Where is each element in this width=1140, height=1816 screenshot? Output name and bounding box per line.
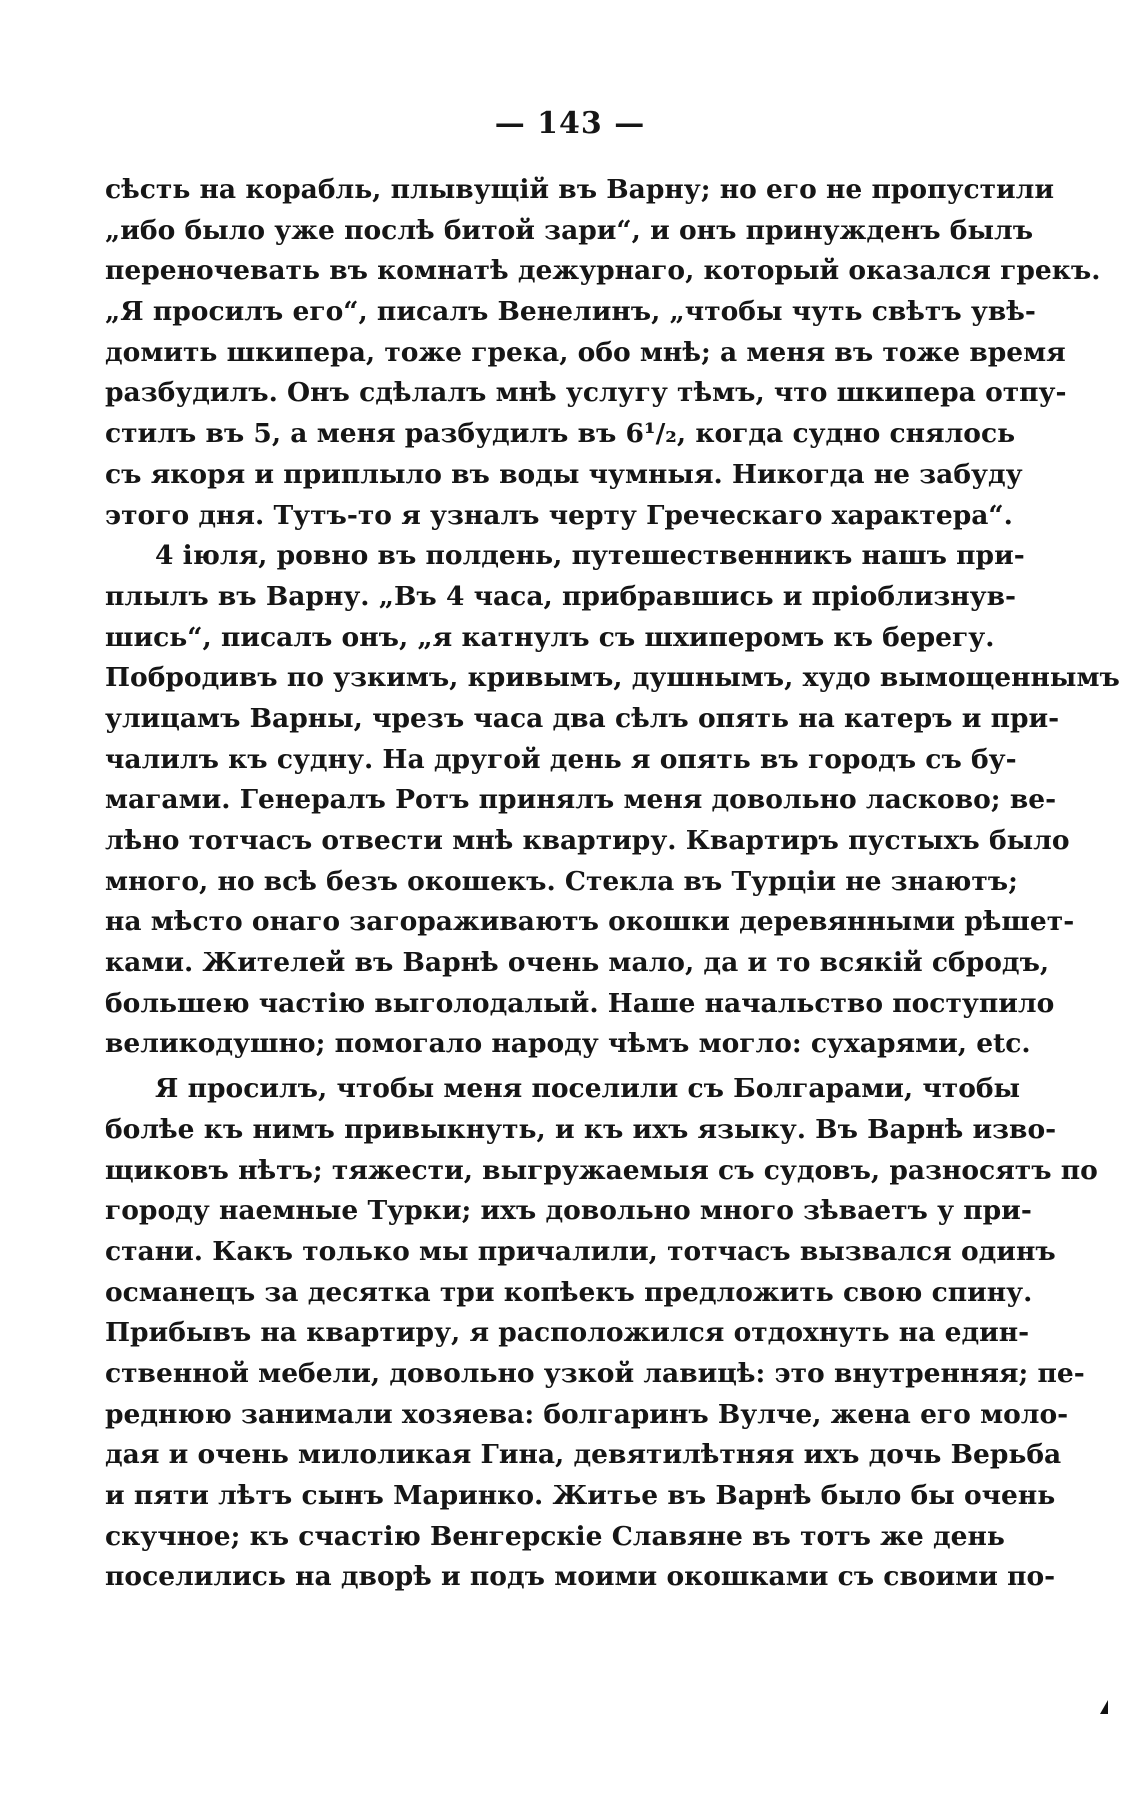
text-line: домить шкипера, тоже грека, обо мнѣ; а меня въ тоже время [105, 336, 1066, 368]
text-line: разбудилъ. Онъ сдѣлалъ мнѣ услугу тѣмъ, что шкипера отпу- [105, 377, 1067, 409]
text-line: скучное; къ счастію Венгерскіе Славяне въ тотъ же день [105, 1520, 1005, 1552]
text-line: ками. Жителей въ Варнѣ очень мало, да и то всякій сбродъ, [105, 947, 1050, 979]
text-line: „ибо было уже послѣ битой зари“, и онъ принужденъ былъ [105, 214, 1034, 246]
text-line: „Я просилъ его“, писалъ Венелинъ, „чтобы чуть свѣтъ увѣ- [105, 296, 1036, 328]
text-line: переночевать въ комнатѣ дежурнаго, который оказался грекъ. [105, 255, 1101, 287]
text-line: 4 іюля, ровно въ полдень, путешественникъ нашъ при- [155, 540, 1025, 572]
text-line: Я просилъ, чтобы меня поселили съ Болгарами, чтобы [155, 1073, 1021, 1105]
text-line: лѣно тотчасъ отвести мнѣ квартиру. Квартиръ пустыхъ было [105, 825, 1070, 856]
text-line: ственной мебели, довольно узкой лавицѣ: это внутренняя; пе- [105, 1357, 1085, 1389]
text-line: много, но всѣ безъ окошекъ. Стекла въ Турціи не знаютъ; [105, 865, 1018, 897]
text-line: стани. Какъ только мы причалили, тотчасъ вызвался одинъ [105, 1235, 1056, 1267]
page-number: — 143 — [494, 106, 646, 141]
text-line: городу наемные Турки; ихъ довольно много зѣваетъ у при- [105, 1195, 1032, 1227]
text-line: дая и очень милоликая Гина, девятилѣтняя ихъ дочь Верьба [105, 1439, 1062, 1471]
text-line: Прибывъ на квартиру, я расположился отдохнуть на един- [105, 1317, 1030, 1349]
text-line: на мѣсто онаго загораживаютъ окошки деревянными рѣшет- [105, 906, 1075, 938]
text-line: османецъ за десятка три копѣекъ предложить свою спину. [105, 1276, 1033, 1308]
text-line: Побродивъ по узкимъ, кривымъ, душнымъ, худо вымощеннымъ [105, 662, 1120, 694]
text-line: великодушно; помогало народу чѣмъ могло: сухарями, etc. [105, 1028, 1031, 1060]
text-line: улицамъ Варны, чрезъ часа два сѣлъ опять на катеръ и при- [105, 702, 1060, 734]
text-line: стилъ въ 5, а меня разбудилъ въ 6¹/₂, когда судно снялось [105, 418, 1016, 450]
text-line: шись“, писалъ онъ, „я катнулъ съ шхиперомъ къ берегу. [105, 621, 995, 653]
body-text [105, 170, 1120, 1598]
text-line: плылъ въ Варну. „Въ 4 часа, прибравшись и пріоблизнув- [105, 580, 1017, 612]
text-line: сѣсть на корабль, плывущій въ Варну; но его не пропустили [105, 174, 1055, 205]
scan-corner-mark [1100, 1700, 1108, 1714]
text-line: большею частію выголодалый. Наше начальство поступило [105, 987, 1055, 1019]
text-line: и пяти лѣтъ сынъ Маринко. Житье въ Варнѣ было бы очень [105, 1480, 1056, 1511]
text-line: реднюю занимали хозяева: болгаринъ Вулче, жена его моло- [105, 1398, 1069, 1430]
text-line: чалилъ къ судну. На другой день я опять въ городъ съ бу- [105, 743, 1017, 775]
text-line: магами. Генералъ Ротъ принялъ меня довольно ласково; ве- [105, 784, 1057, 816]
text-line: поселились на дворѣ и подъ моими окошками съ своими по- [105, 1561, 1056, 1593]
text-line: этого дня. Тутъ-то я узналъ черту Греческаго характера“. [105, 499, 1013, 531]
text-line: щиковъ нѣтъ; тяжести, выгружаемыя съ судовъ, разносятъ по [105, 1154, 1098, 1186]
text-line: съ якоря и приплыло въ воды чумныя. Никогда не забуду [105, 458, 1023, 490]
text-line: болѣе къ нимъ привыкнуть, и къ ихъ языку. Въ Варнѣ изво- [105, 1113, 1057, 1145]
